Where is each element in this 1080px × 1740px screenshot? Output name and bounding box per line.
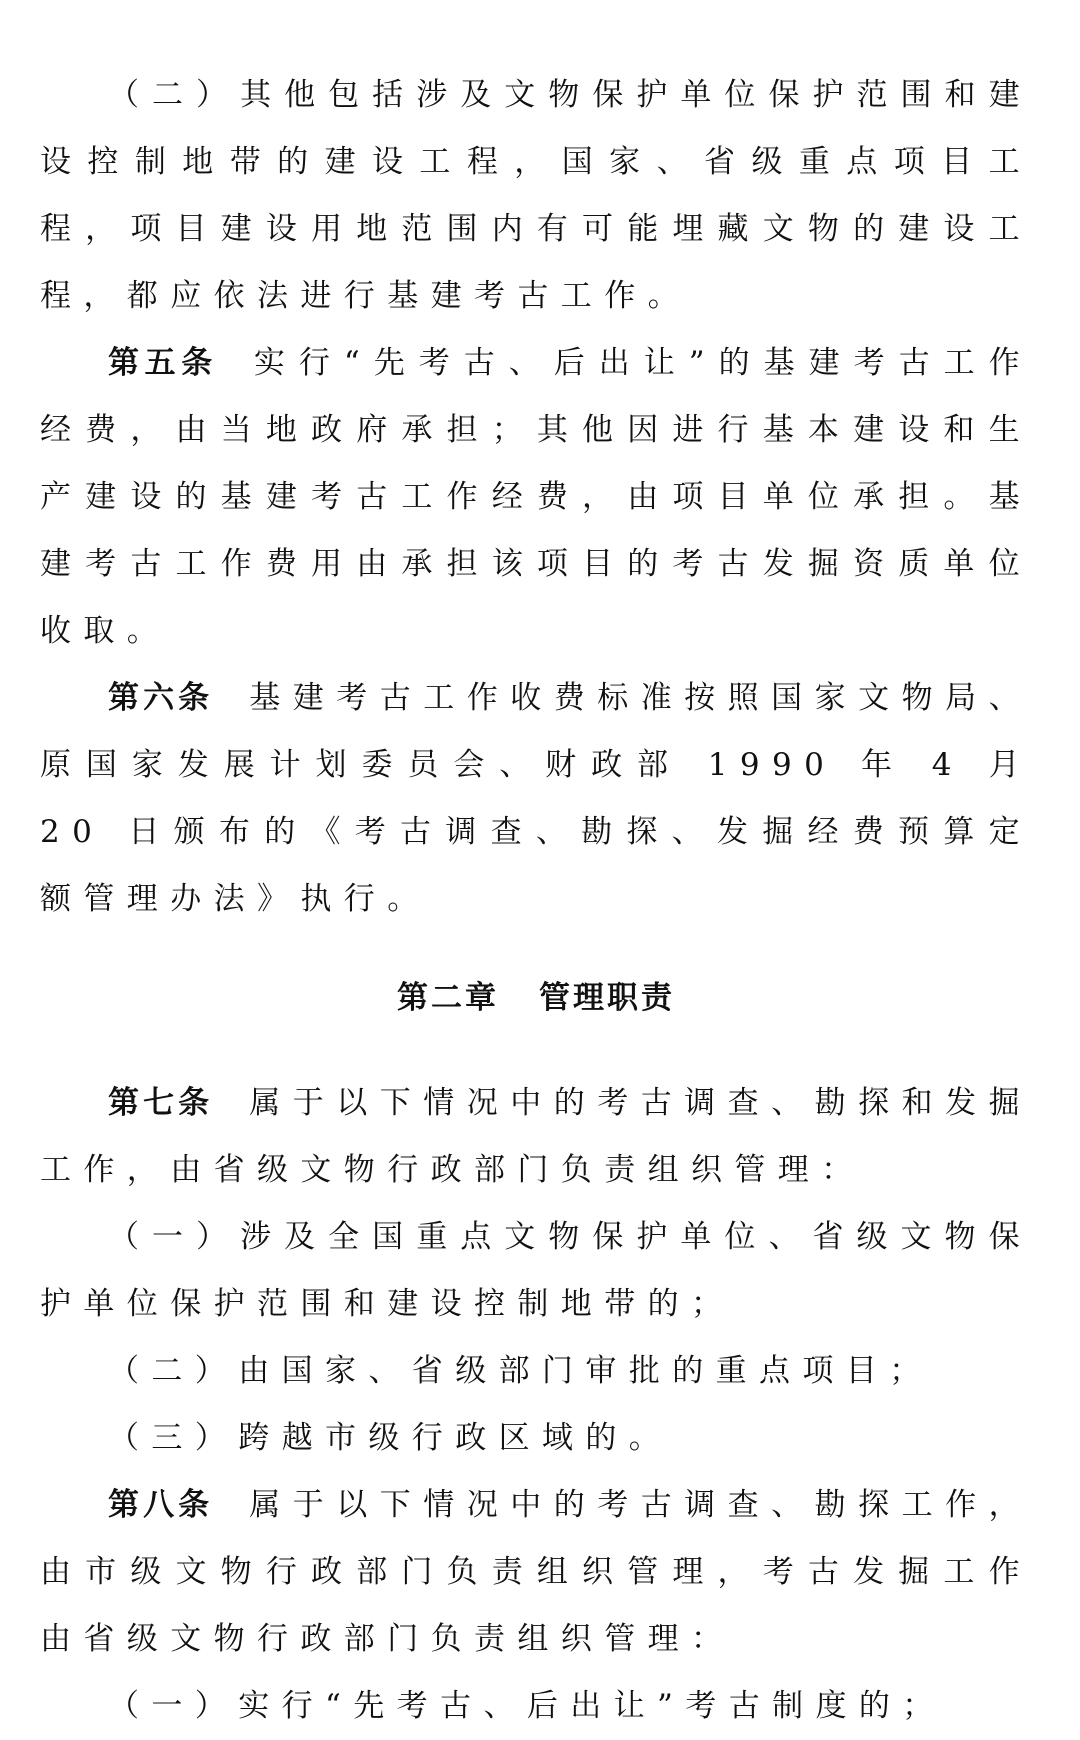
chapter-heading (40, 965, 1032, 1032)
chapter-number: 第二章 (397, 980, 499, 1016)
paragraph-article-8 (40, 1472, 1032, 1673)
paragraph-text: （一）实行“先考古、后出让”考古制度的； (108, 1688, 946, 1724)
paragraph-item-7-1 (40, 1204, 1032, 1338)
paragraph-text: 基建考古工作收费标准按照国家文物局、原国家发展计划委员会、财政部 1990 年 4 月 20 日颁布的《考古调查、勘探、发掘经费预算定额管理办法》执行。 (40, 680, 1033, 917)
article-label: 第五条 (108, 345, 218, 381)
article-label: 第八条 (108, 1487, 214, 1523)
document-page (40, 62, 1032, 1740)
paragraph-item-7-3 (40, 1405, 1032, 1472)
paragraph-1 (40, 62, 1032, 330)
paragraph-text: 实行“先考古、后出让”的基建考古工作经费，由当地政府承担；其他因进行基本建设和生产建设的基建考古工作经费，由项目单位承担。基建考古工作费用由承担该项目的考古发掘资质单位收取。 (40, 345, 1033, 649)
paragraph-text: 属于以下情况中的考古调查、勘探和发掘工作，由省级文物行政部门负责组织管理： (40, 1085, 1033, 1188)
paragraph-item-8-1 (40, 1673, 1032, 1740)
paragraph-text: （二）由国家、省级部门审批的重点项目； (108, 1353, 933, 1389)
article-label: 第六条 (108, 680, 214, 716)
paragraph-text: （一）涉及全国重点文物保护单位、省级文物保护单位保护范围和建设控制地带的； (40, 1219, 1032, 1322)
paragraph-text: 属于以下情况中的考古调查、勘探工作，由市级文物行政部门负责组织管理，考古发掘工作由省级文物行政部门负责组织管理： (40, 1487, 1033, 1657)
paragraph-text: （二）其他包括涉及文物保护单位保护范围和建设控制地带的建设工程，国家、省级重点项目工程，项目建设用地范围内有可能埋藏文物的建设工程，都应依法进行基建考古工作。 (40, 77, 1032, 314)
paragraph-article-7 (40, 1070, 1032, 1204)
paragraph-article-6 (40, 665, 1032, 933)
paragraph-item-7-2 (40, 1338, 1032, 1405)
chapter-title: 管理职责 (539, 980, 675, 1016)
article-label: 第七条 (108, 1085, 214, 1121)
paragraph-article-5 (40, 330, 1032, 665)
paragraph-text: （三）跨越市级行政区域的。 (108, 1420, 673, 1456)
